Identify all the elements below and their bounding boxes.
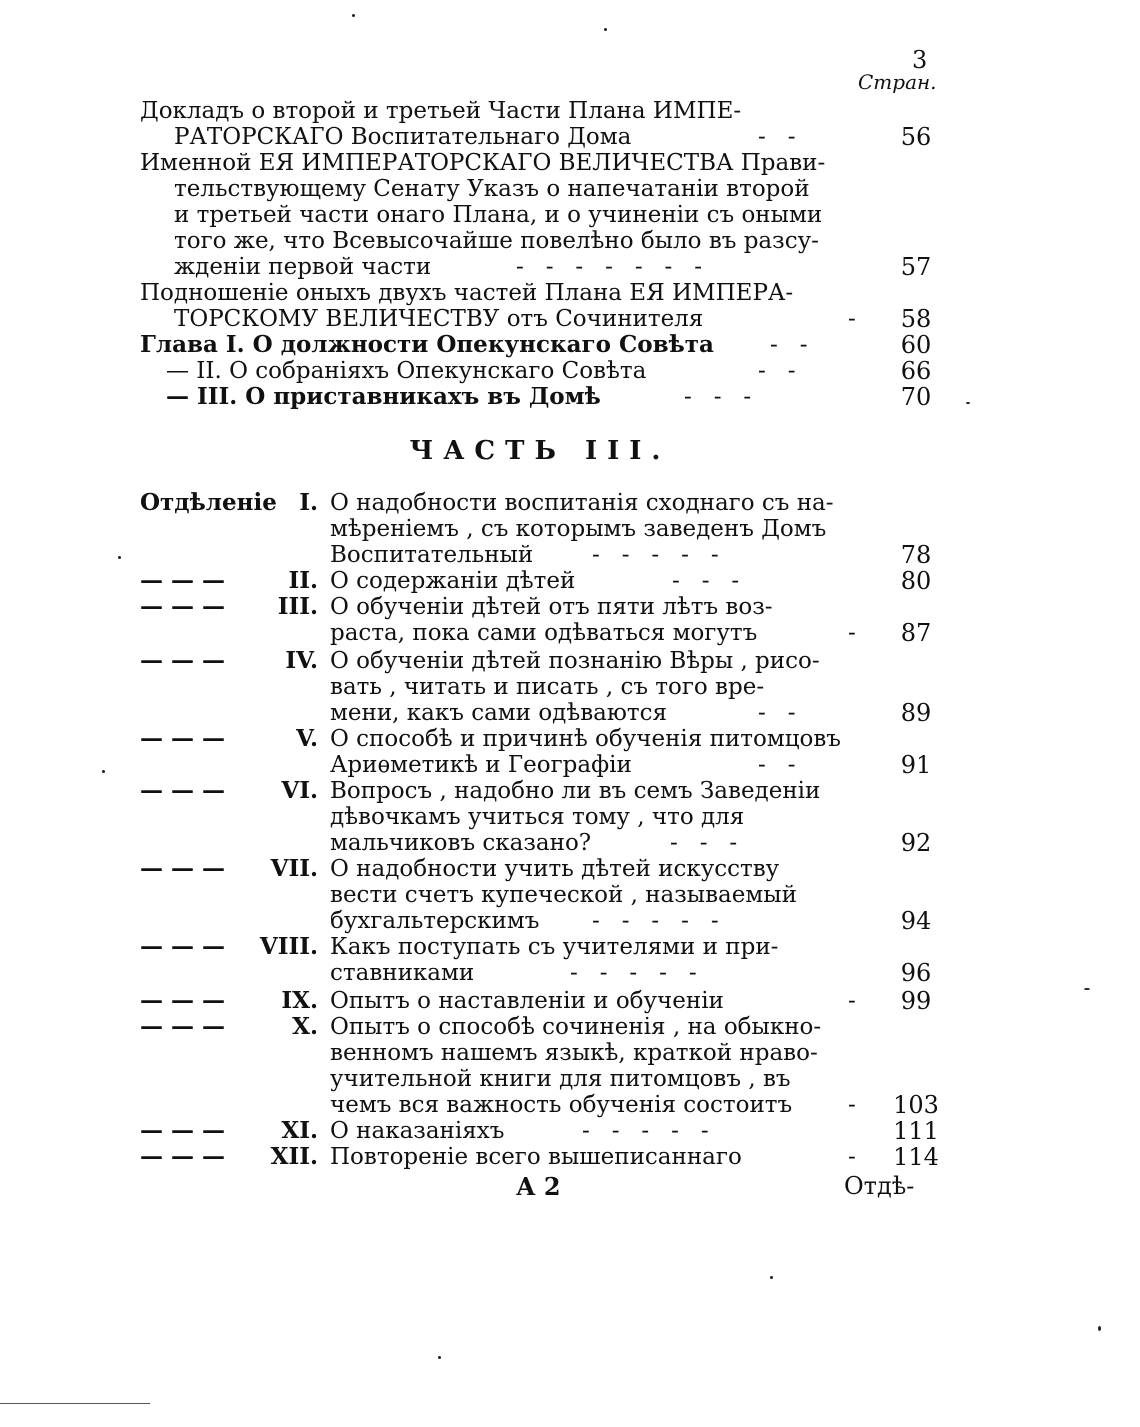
section-number: X. bbox=[292, 1013, 318, 1040]
section-number: VI. bbox=[281, 777, 318, 804]
page-column-header: Стран. bbox=[858, 70, 937, 94]
section-number: II. bbox=[288, 567, 318, 594]
entry-page: 114 bbox=[893, 1143, 939, 1171]
scan-speck bbox=[1098, 1326, 1101, 1331]
entry-leaders: - - bbox=[770, 332, 808, 358]
entry-line: тельствующему Сенату Указъ о напечатанiи второй bbox=[174, 176, 810, 202]
entry-leaders: - bbox=[848, 306, 856, 332]
entry-leaders: - - - bbox=[670, 830, 738, 856]
scan-speck bbox=[966, 402, 970, 404]
ditto-dashes: — — — bbox=[140, 987, 226, 1014]
entry-line: мѣренiемъ , съ которымъ заведенъ Домъ bbox=[330, 516, 827, 542]
scan-edge-line bbox=[0, 1403, 150, 1404]
entry-leaders: - - bbox=[758, 700, 796, 726]
entry-line: вести счетъ купеческой , называемый bbox=[330, 882, 797, 908]
section-number: III. bbox=[277, 593, 318, 620]
entry-page: 92 bbox=[900, 829, 932, 857]
entry-page: 70 bbox=[900, 383, 932, 411]
entry-page: 78 bbox=[900, 541, 932, 569]
scan-speck bbox=[770, 1276, 773, 1279]
entry-page: 96 bbox=[900, 959, 932, 987]
entry-leaders: - - bbox=[758, 124, 796, 150]
entry-line: О надобности учить дѣтей искусству bbox=[330, 856, 780, 882]
entry-page: 66 bbox=[900, 357, 932, 385]
entry-line: Глава I. О должности Опекунскаго Совѣта bbox=[140, 331, 714, 358]
entry-page: 60 bbox=[900, 331, 932, 359]
entry-line: Вопросъ , надобно ли въ семъ Заведенiи bbox=[330, 778, 821, 804]
entry-line: О обученiи дѣтей отъ пяти лѣтъ воз- bbox=[330, 594, 773, 620]
section-number: XI. bbox=[281, 1117, 318, 1144]
catchword: Отдѣ- bbox=[844, 1172, 915, 1200]
ditto-dashes: — — — bbox=[140, 933, 226, 960]
entry-line: О обученiи дѣтей познанiю Вѣры , рисо- bbox=[330, 648, 820, 674]
entry-page: 103 bbox=[893, 1091, 939, 1119]
page-number: 3 bbox=[912, 46, 928, 74]
section-number: IX. bbox=[281, 987, 318, 1014]
entry-page: 99 bbox=[900, 987, 932, 1015]
entry-leaders: - - bbox=[758, 358, 796, 384]
section-number: IV. bbox=[285, 647, 318, 674]
ditto-dashes: — — — bbox=[140, 855, 226, 882]
entry-line: вать , читать и писать , съ того вре- bbox=[330, 674, 765, 700]
section-label: Отдѣленiе bbox=[140, 489, 277, 516]
entry-line: РАТОРСКАГО Воспитательнаго Дома bbox=[174, 124, 632, 150]
entry-leaders: - - - - - bbox=[592, 542, 719, 568]
entry-page: 94 bbox=[900, 907, 932, 935]
entry-line: учительной книги для питомцовъ , въ bbox=[330, 1066, 791, 1092]
entry-leaders: - - bbox=[758, 752, 796, 778]
entry-page: 87 bbox=[900, 619, 932, 647]
entry-page: 57 bbox=[900, 253, 932, 281]
entry-leaders: - bbox=[848, 1092, 856, 1118]
entry-line: Именной ЕЯ ИМПЕРАТОРСКАГО ВЕЛИЧЕСТВА Прави- bbox=[140, 150, 826, 176]
entry-leaders: - - - bbox=[672, 568, 740, 594]
scan-speck bbox=[118, 556, 121, 559]
entry-line: Какъ поступать съ учителями и при- bbox=[330, 934, 779, 960]
entry-line: Опытъ о наставленiи и обученiи bbox=[330, 988, 724, 1014]
scan-speck bbox=[352, 14, 355, 17]
entry-line: Воспитательный bbox=[330, 542, 534, 568]
section-number: V. bbox=[296, 725, 318, 752]
entry-line: ставниками bbox=[330, 960, 475, 986]
entry-line: мени, какъ сами одѣваются bbox=[330, 700, 667, 726]
section-number: I. bbox=[299, 489, 318, 516]
entry-line: ТОРСКОМУ ВЕЛИЧЕСТВУ отъ Сочинителя bbox=[174, 306, 704, 332]
entry-line: О содержанiи дѣтей bbox=[330, 568, 576, 594]
entry-line: раста, пока сами одѣваться могутъ bbox=[330, 620, 758, 646]
entry-page: 111 bbox=[893, 1117, 939, 1145]
entry-line: венномъ нашемъ языкѣ, краткой нраво- bbox=[330, 1040, 818, 1066]
entry-page: 89 bbox=[900, 699, 932, 727]
section-number: VIII. bbox=[259, 933, 318, 960]
entry-line: О надобности воспитанiя сходнаго съ на- bbox=[330, 490, 834, 516]
entry-line: О способѣ и причинѣ обученiя питомцовъ bbox=[330, 726, 841, 752]
section-number: XII. bbox=[270, 1143, 318, 1170]
entry-line: — III. О приставникахъ въ Домѣ bbox=[166, 383, 601, 410]
entry-line: Опытъ о способѣ сочиненiя , на обыкно- bbox=[330, 1014, 822, 1040]
ditto-dashes: — — — bbox=[140, 1117, 226, 1144]
entry-line: Подношенiе оныхъ двухъ частей Плана ЕЯ ИМПЕРА- bbox=[140, 280, 794, 306]
entry-line: мальчиковъ сказано? bbox=[330, 830, 592, 856]
entry-line: Докладъ о второй и третьей Части Плана ИМПЕ- bbox=[140, 98, 742, 124]
entry-page: 91 bbox=[900, 751, 932, 779]
section-number: VII. bbox=[270, 855, 318, 882]
entry-leaders: - - - bbox=[684, 384, 752, 410]
ditto-dashes: — — — bbox=[140, 593, 226, 620]
ditto-dashes: — — — bbox=[140, 567, 226, 594]
scan-speck bbox=[102, 770, 105, 773]
entry-line: жденiи первой части bbox=[174, 254, 432, 280]
ditto-dashes: — — — bbox=[140, 1143, 226, 1170]
signature-mark: А 2 bbox=[516, 1172, 561, 1201]
entry-leaders: - bbox=[848, 988, 856, 1014]
entry-line: чемъ вся важность обученiя состоитъ bbox=[330, 1092, 793, 1118]
entry-line: — II. О собранiяхъ Опекунскаго Совѣта bbox=[166, 358, 647, 384]
ditto-dashes: — — — bbox=[140, 777, 226, 804]
scan-speck bbox=[438, 1356, 441, 1359]
entry-line: дѣвочкамъ учиться тому , что для bbox=[330, 804, 745, 830]
entry-leaders: - - - - - bbox=[570, 960, 697, 986]
entry-line: Ариѳметикѣ и Географiи bbox=[330, 752, 632, 778]
entry-line: Повторенiе всего вышеписаннаго bbox=[330, 1144, 742, 1170]
entry-line: бухгальтерскимъ bbox=[330, 908, 540, 934]
entry-leaders: - - - - - bbox=[592, 908, 719, 934]
entry-leaders: - - - - - bbox=[582, 1118, 709, 1144]
entry-line: О наказанiяхъ bbox=[330, 1118, 505, 1144]
ditto-dashes: — — — bbox=[140, 725, 226, 752]
part-title: ЧАСТЬ III. bbox=[409, 436, 671, 466]
ditto-dashes: — — — bbox=[140, 1013, 226, 1040]
entry-leaders: - bbox=[848, 620, 856, 646]
ditto-dashes: — — — bbox=[140, 647, 226, 674]
entry-leaders: - - - - - - - bbox=[516, 254, 702, 280]
entry-page: 58 bbox=[900, 305, 932, 333]
entry-line: того же, что Всевысочайше повелѣно было въ разсу- bbox=[174, 228, 819, 254]
entry-leaders: - bbox=[848, 1144, 856, 1170]
scan-speck bbox=[604, 28, 607, 31]
entry-page: 80 bbox=[900, 567, 932, 595]
entry-line: и третьей части онаго Плана, и о учиненiи съ оными bbox=[174, 202, 823, 228]
entry-page: 56 bbox=[900, 123, 932, 151]
scan-speck bbox=[1084, 988, 1090, 990]
